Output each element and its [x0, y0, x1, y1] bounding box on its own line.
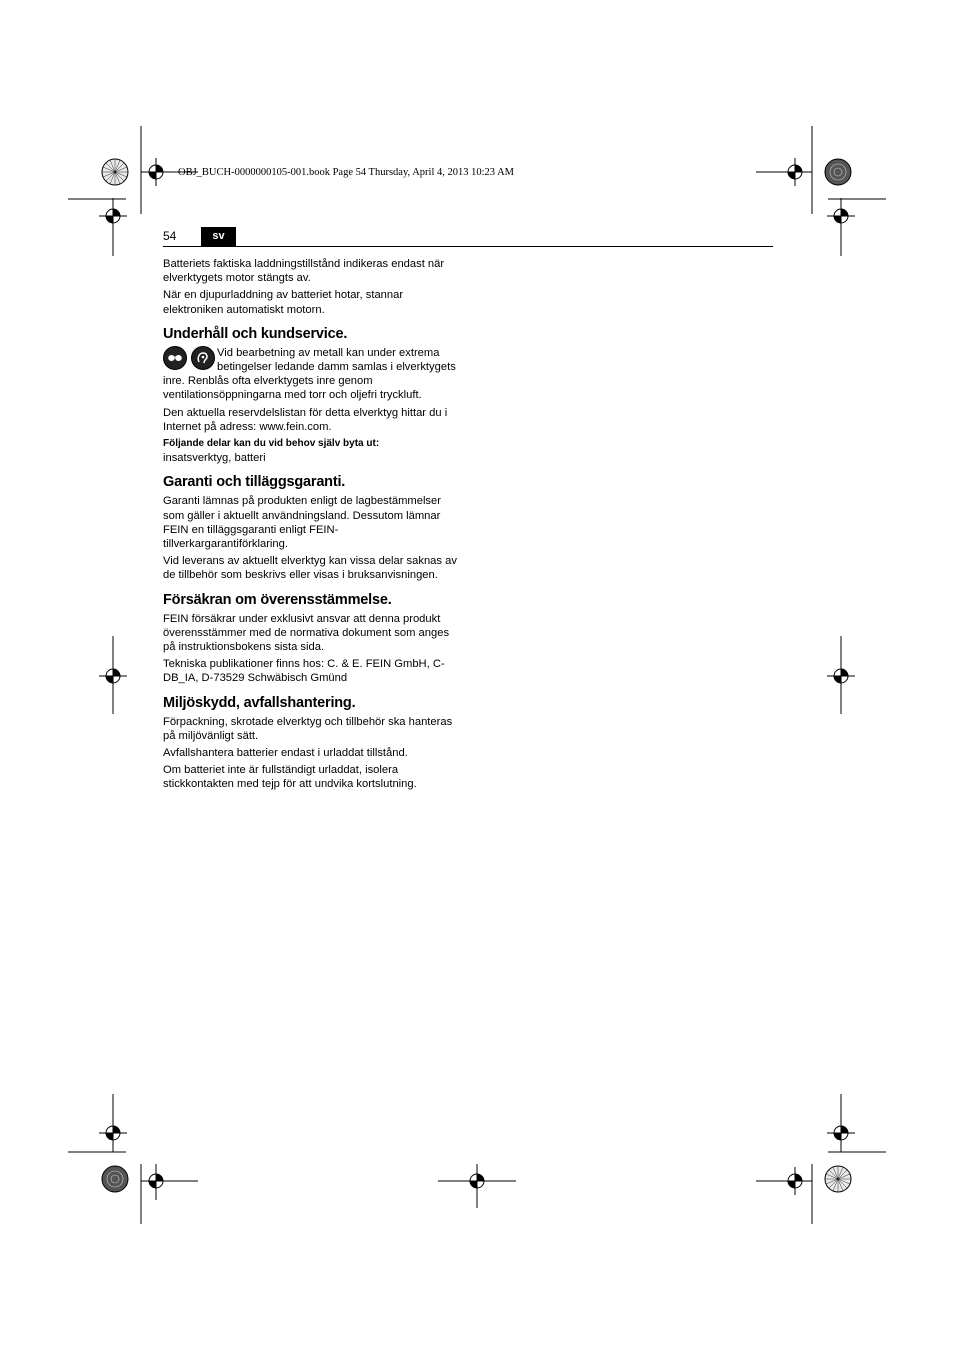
language-badge: sv [201, 227, 236, 246]
maintenance-heading: Underhåll och kundservice. [163, 325, 348, 342]
intro-paragraph-2: När en djupurladdning av batteriet hotar, stannar elektroniken automatiskt motorn. [163, 289, 404, 316]
conformity-paragraph-2: Tekniska publikationer finns hos: C. & E. FEIN GmbH, C-DB_IA, D-73529 Schwäbisch Gmünd [163, 658, 445, 685]
intro-paragraph-1: Batteriets faktiska laddningstillstånd indikeras endast när elverktygets motor stängts av. [163, 258, 445, 285]
maintenance-bold-line: Följande delar kan du vid behov själv byta ut: [163, 438, 380, 450]
environment-paragraph-2: Avfallshantera batterier endast i urladdat tillstånd. [163, 747, 408, 760]
warranty-paragraph-1: Garanti lämnas på produkten enligt de lagbestämmelser som gäller i aktuellt användningsland. Dessutom lämnar FEIN en tilläggsgaranti enligt FEIN-tillverkargarantiförklaring. [163, 495, 441, 551]
content-column [163, 257, 463, 795]
print-header: OBJ_BUCH-0000000105-001.book Page 54 Thursday, April 4, 2013 10:23 AM [178, 167, 514, 178]
environment-paragraph-3: Om batteriet inte är fullständigt urladdat, isolera stickkontakten med tejp för att undvika kortslutning. [163, 764, 417, 791]
header-rule [163, 246, 773, 247]
safety-icons [163, 346, 217, 374]
maintenance-paragraph-3: insatsverktyg, batteri [163, 452, 266, 465]
page-number: 54 [163, 229, 177, 243]
conformity-paragraph-1: FEIN försäkrar under exklusivt ansvar att denna produkt överensstämmer med de normativa dokument som anges på instruktionsbokens sista sida. [163, 612, 450, 654]
maintenance-paragraph-2: Den aktuella reservdelslistan för detta elverktyg hittar du i Internet på adress: www.fein.com. [163, 406, 448, 433]
eye-protection-icon [163, 346, 187, 370]
warranty-paragraph-2: Vid leverans av aktuellt elverktyg kan vissa delar saknas av de tillbehör som beskrivs eller visas i bruksanvisningen. [163, 555, 457, 582]
warranty-heading: Garanti och tilläggsgaranti. [163, 474, 346, 491]
ear-protection-icon [191, 346, 215, 370]
environment-paragraph-1: Förpackning, skrotade elverktyg och tillbehör ska hanteras på miljövänligt sätt. [163, 715, 453, 742]
environment-heading: Miljöskydd, avfallshantering. [163, 694, 356, 711]
conformity-heading: Försäkran om överensstämmelse. [163, 591, 392, 608]
maintenance-paragraph-1: Vid bearbetning av metall kan under extrema betingelser ledande damm samlas i elverktygets inre. Renblås ofta elverktygets inre genom ventilationsöppningarna med torr och oljefri tryckluft. [163, 346, 456, 402]
